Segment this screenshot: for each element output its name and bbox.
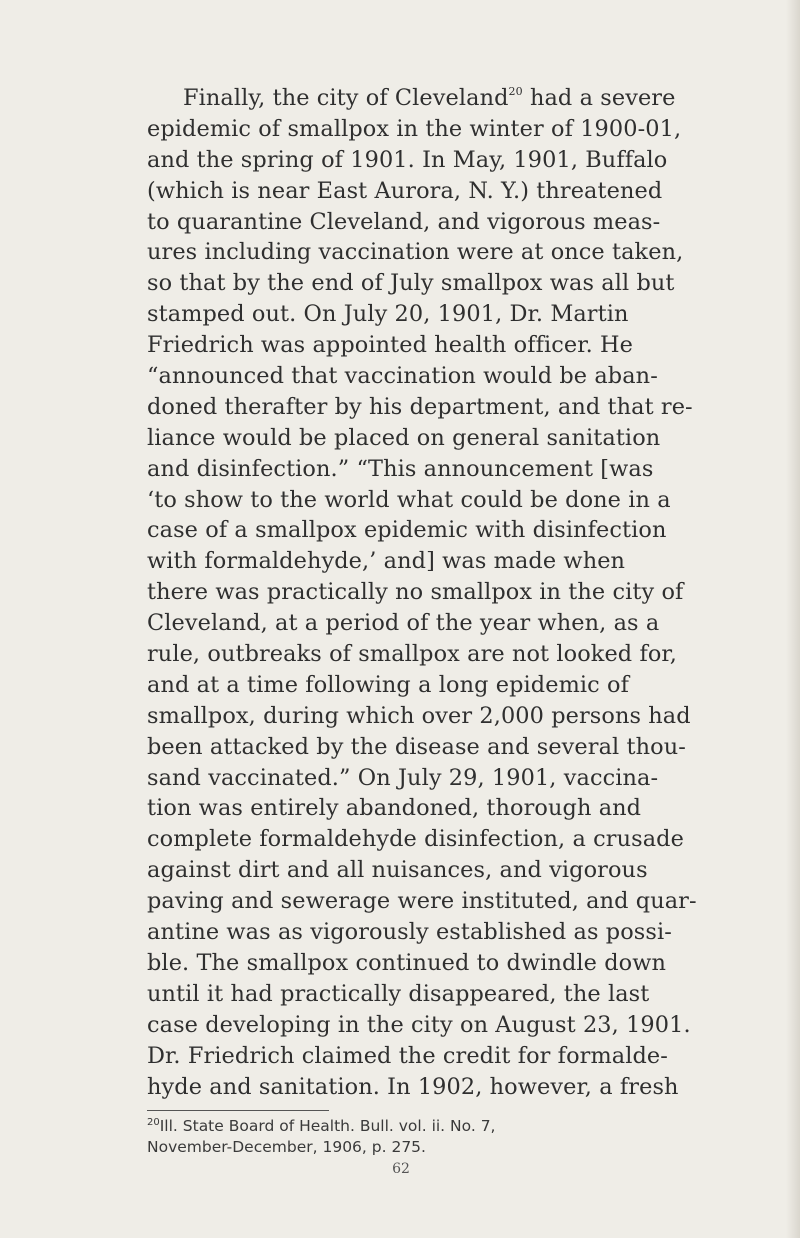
text-line: sand vaccinated.” On July 29, 1901, vaccina- [147, 764, 659, 791]
footnote [147, 1116, 687, 1158]
text-line: Dr. Friedrich claimed the credit for formalde- [147, 1042, 668, 1069]
text-line: and the spring of 1901. In May, 1901, Buffalo [147, 146, 668, 173]
text-line: and disinfection.” “This announcement [was [147, 455, 654, 482]
page-number: 62 [392, 1161, 410, 1177]
text-line: doned therafter by his department, and that re- [147, 393, 693, 420]
text-line: liance would be placed on general sanitation [147, 424, 661, 451]
text-line: until it had practically disappeared, the last [147, 980, 650, 1007]
footnote-marker: 20 [147, 1117, 160, 1128]
text-line: epidemic of smallpox in the winter of 1900-01, [147, 115, 682, 142]
footnote-line: November-December, 1906, p. 275. [147, 1138, 426, 1156]
text-line: tion was entirely abandoned, thorough and [147, 795, 642, 822]
text-line: ble. The smallpox continued to dwindle down [147, 949, 667, 976]
text-line: “announced that vaccination would be aban- [147, 363, 658, 390]
text-line: ures including vaccination were at once taken, [147, 239, 684, 266]
text-line: hyde and sanitation. In 1902, however, a fresh [147, 1073, 679, 1100]
text-line: (which is near East Aurora, N. Y.) threatened [147, 177, 663, 204]
text-line: with formaldehyde,’ and] was made when [147, 548, 626, 575]
text-line: there was practically no smallpox in the city of [147, 579, 684, 606]
text-line: paving and sewerage were instituted, and quar- [147, 888, 697, 915]
text-line: and at a time following a long epidemic of [147, 671, 630, 698]
text-line: antine was as vigorously established as possi- [147, 919, 672, 946]
text-line-end: had a severe [522, 85, 676, 111]
text-line: so that by the end of July smallpox was all but [147, 270, 675, 297]
text-line: to quarantine Cleveland, and vigorous meas- [147, 208, 661, 235]
text-line: case developing in the city on August 23, 1901. [147, 1011, 691, 1038]
text-line: rule, outbreaks of smallpox are not looked for, [147, 641, 677, 668]
body-text [147, 83, 697, 1102]
text-line: complete formaldehyde disinfection, a crusade [147, 826, 684, 853]
text-line: against dirt and all nuisances, and vigorous [147, 857, 648, 884]
text-line: stamped out. On July 20, 1901, Dr. Martin [147, 301, 629, 328]
text-line: Friedrich was appointed health officer. He [147, 332, 634, 359]
text-line: Cleveland, at a period of the year when, as a [147, 610, 660, 637]
text-line [147, 83, 676, 114]
text-line: ‘to show to the world what could be done in a [147, 486, 671, 513]
text-line: been attacked by the disease and several thou- [147, 733, 686, 760]
footnote-text: Ill. State Board of Health. Bull. vol. ii. No. 7, [159, 1117, 496, 1135]
footnote-reference[interactable]: 20 [508, 85, 523, 98]
footnote-line [147, 1116, 687, 1137]
footnote-divider [147, 1110, 329, 1111]
page-edge-shadow [786, 0, 800, 1238]
text-line: smallpox, during which over 2,000 persons had [147, 702, 691, 729]
text-line: case of a smallpox epidemic with disinfection [147, 517, 667, 544]
text-line-start: Finally, the city of Cleveland [183, 85, 509, 111]
